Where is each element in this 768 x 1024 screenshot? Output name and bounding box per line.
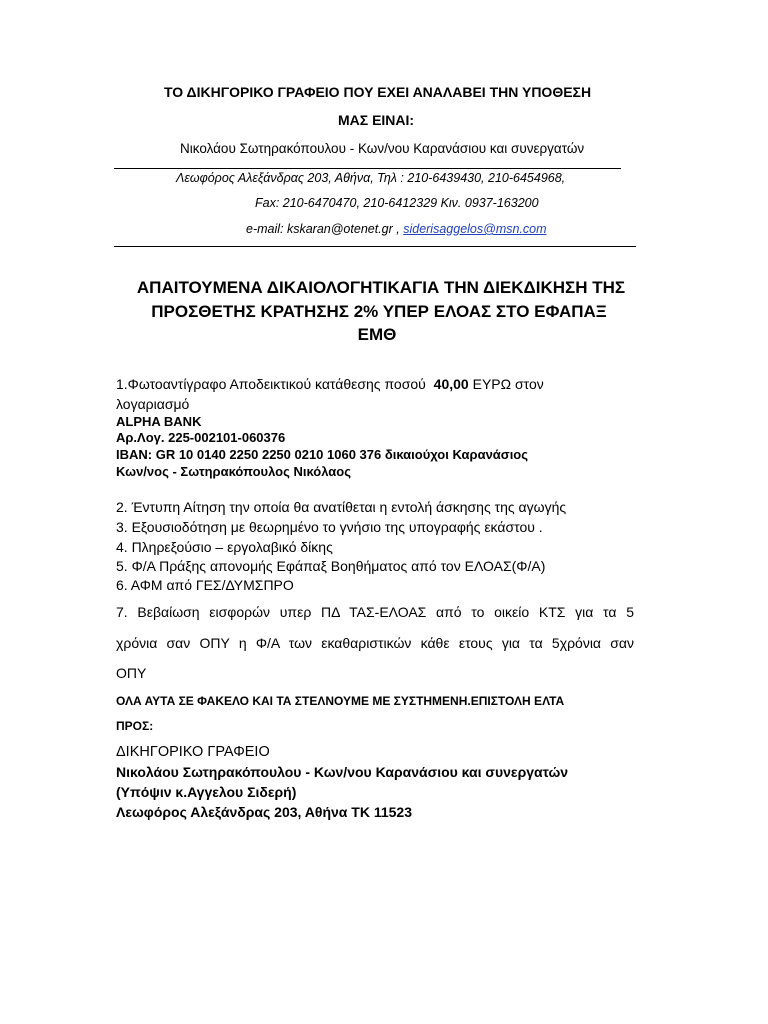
item-7-line3: ΟΠΥ bbox=[116, 665, 147, 681]
recipient-office: ΔΙΚΗΓΟΡΙΚΟ ΓΡΑΦΕΙΟ bbox=[116, 744, 270, 760]
list-item: 2. Έντυπη Αίτηση την οποία θα ανατίθεται η εντολή άσκησης της αγωγής bbox=[116, 499, 567, 515]
item-1-account-label: λογαριασμό bbox=[116, 396, 190, 412]
item-1-text: 1.Φωτοαντίγραφο Αποδεικτικού κατάθεσης ποσού bbox=[116, 376, 426, 392]
recipient-firm: Νικολάου Σωτηρακόπουλου - Κων/νου Καρανάσιου και συνεργατών bbox=[116, 764, 569, 780]
header-title-line2: ΜΑΣ ΕΙΝΑΙ: bbox=[338, 112, 415, 128]
account-holders: Κων/νος - Σωτηρακόπουλος Νικόλαος bbox=[116, 464, 351, 479]
mailing-to-label: ΠΡΟΣ: bbox=[116, 719, 154, 733]
header-divider bbox=[114, 168, 621, 169]
list-item: 5. Φ/Α Πράξης απονομής Εφάπαξ Βοηθήματος από τον ΕΛΟΑΣ(Φ/Α) bbox=[116, 558, 546, 574]
item-1-currency: ΕΥΡΩ στον bbox=[472, 376, 544, 392]
doc-title-line2: ΠΡΟΣΘΕΤΗΣ ΚΡΑΤΗΣΗΣ 2% ΥΠΕΡ ΕΛΟΑΣ ΣΤΟ ΕΦΑΠΑΞ bbox=[151, 302, 607, 321]
doc-title-line3: ΕΜΘ bbox=[357, 325, 397, 344]
item-7-line1: 7. Βεβαίωση εισφορών υπερ ΠΔ ΤΑΣ-ΕΛΟΑΣ από το οικείο ΚΤΣ για τα 5 bbox=[116, 604, 634, 620]
account-number: Αρ.Λογ. 225-002101-060376 bbox=[116, 430, 286, 445]
recipient-address: Λεωφόρος Αλεξάνδρας 203, Αθήνα ΤΚ 11523 bbox=[116, 804, 413, 820]
email-prefix: e-mail: kskaran@otenet.gr , bbox=[246, 222, 400, 236]
firm-email bbox=[246, 222, 547, 236]
email-link[interactable]: siderisaggelos@msn.com bbox=[403, 222, 547, 236]
list-item: 4. Πληρεξούσιο – εργολαβικό δίκης bbox=[116, 539, 333, 555]
firm-fax: Fax: 210-6470470, 210-6412329 Κιν. 0937-163200 bbox=[255, 196, 539, 210]
item-1-amount: 40,00 bbox=[433, 376, 469, 392]
iban: IBAN: GR 10 0140 2250 2250 0210 1060 376 δικαιούχοι Καρανάσιος bbox=[116, 447, 529, 462]
firm-address: Λεωφόρος Αλεξάνδρας 203, Αθήνα, Τηλ : 210-6439430, 210-6454968, bbox=[176, 171, 566, 185]
header-title-line1: ΤΟ ΔΙΚΗΓΟΡΙΚΟ ΓΡΑΦΕΙΟ ΠΟΥ ΕΧΕΙ ΑΝΑΛΑΒΕΙ ΤΗΝ ΥΠΟΘΕΣΗ bbox=[164, 84, 592, 100]
header-bottom-divider bbox=[114, 246, 636, 247]
list-item: 3. Εξουσιοδότηση με θεωρημένο το γνήσιο της υπογραφής εκάστου . bbox=[116, 519, 543, 535]
law-firm-name: Νικολάου Σωτηρακόπουλου - Κων/νου Καρανάσιου και συνεργατών bbox=[180, 141, 585, 156]
doc-title-line1: ΑΠΑΙΤΟΥΜΕΝΑ ΔΙΚΑΙΟΛΟΓΗΤΙΚΑΓΙΑ ΤΗΝ ΔΙΕΚΔΙΚΗΣΗ ΤΗΣ bbox=[136, 278, 626, 297]
item-7-line2: χρόνια σαν ΟΠΥ η Φ/Α των εκαθαριστικών κάθε ετους για τα 5χρόνια σαν bbox=[116, 635, 634, 651]
item-1 bbox=[116, 376, 544, 392]
mailing-instruction: ΟΛΑ ΑΥΤΑ ΣΕ ΦΑΚΕΛΟ ΚΑΙ ΤΑ ΣΤΕΛΝΟΥΜΕ ΜΕ ΣΥΣΤΗΜΕΝΗ.ΕΠΙΣΤΟΛΗ ΕΛΤΑ bbox=[116, 694, 565, 708]
list-item: 6. ΑΦΜ από ΓΕΣ/ΔΥΜΣΠΡΟ bbox=[116, 577, 294, 593]
recipient-attention: (Υπόψιν κ.Αγγελου Σιδερή) bbox=[116, 784, 297, 800]
bank-name: ALPHA BANK bbox=[116, 414, 202, 429]
